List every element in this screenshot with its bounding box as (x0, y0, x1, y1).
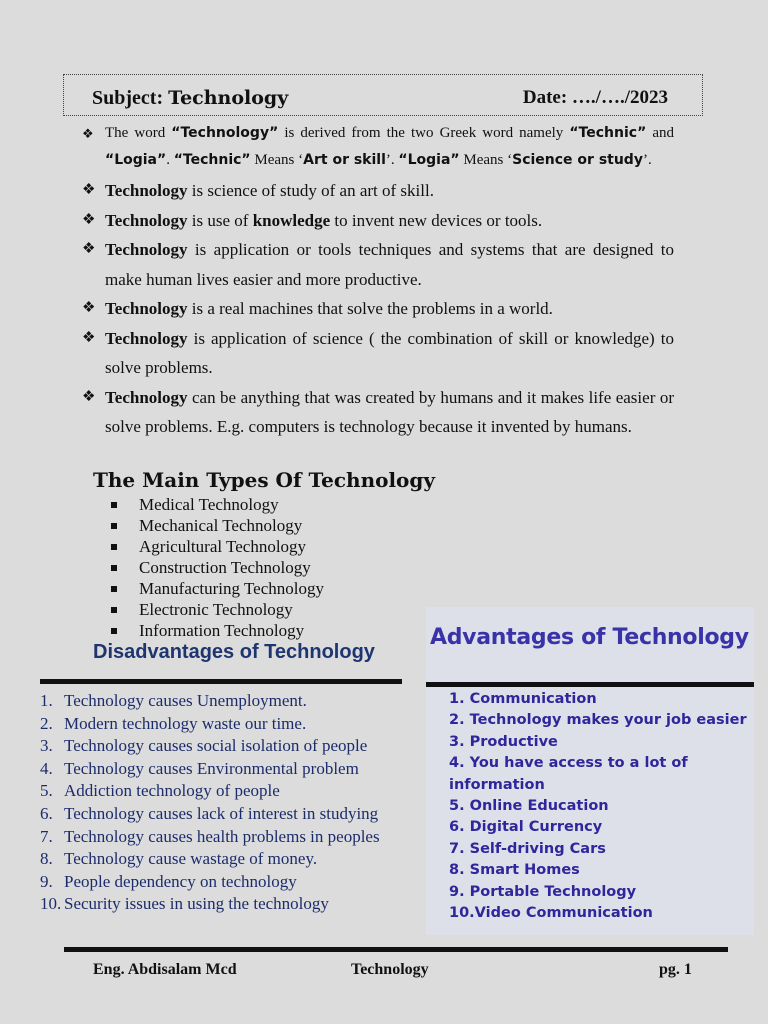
intro-keyword: “Logia” (398, 152, 460, 168)
item-number: 8. (40, 849, 53, 869)
item-text: Addiction technology of people (64, 781, 280, 801)
diamond-bullet-icon: ❖ (82, 300, 96, 316)
square-bullet-icon (111, 565, 117, 571)
item-text: Technology causes Environmental problem (64, 758, 359, 778)
square-bullet-icon (111, 586, 117, 592)
type-label: Agricultural Technology (139, 537, 307, 556)
list-item (40, 893, 380, 916)
item-text: Modern technology waste our time. (64, 713, 307, 733)
footer-author: Eng. Abdisalam Mcd (93, 961, 237, 978)
intro-text: Means ‘ (250, 152, 304, 168)
intro-keyword: “Technic” (569, 125, 647, 141)
list-item (109, 494, 324, 515)
divider (426, 682, 754, 687)
type-label: Electronic Technology (139, 600, 293, 619)
subject-label: Subject: (92, 87, 164, 109)
square-bullet-icon (111, 544, 117, 550)
intro-keyword: Science or study (512, 152, 643, 168)
diamond-bullet-icon: ❖ (82, 388, 96, 405)
list-item (109, 599, 324, 620)
bullet-text: can be anything that was created by humans and it makes life easier or solve problems. E.g. computers is technology because it invented by humans. (105, 387, 674, 436)
item-number: 2. (40, 713, 53, 733)
item-number: 9. (40, 871, 53, 891)
diamond-bullet-icon: ❖ (82, 126, 94, 141)
list-item (40, 826, 380, 849)
definition-bullet (82, 206, 674, 236)
item-number: 4. (40, 758, 53, 778)
type-label: Mechanical Technology (139, 516, 303, 535)
item-number: 7. (40, 826, 53, 846)
list-item (40, 848, 380, 871)
intro-keyword: “Logia” (105, 152, 167, 168)
type-label: Manufacturing Technology (139, 579, 324, 598)
diamond-bullet-icon: ❖ (82, 329, 96, 346)
square-bullet-icon (111, 523, 117, 529)
type-label: Information Technology (139, 621, 305, 640)
intro-text: and (646, 125, 674, 141)
item-text: Technology causes Unemployment. (64, 691, 307, 710)
item-text: Technology cause wastage of money. (64, 849, 318, 869)
list-item: 10.Video Communication (449, 905, 653, 922)
advantages-list (449, 689, 749, 924)
intro-text: The word (105, 125, 172, 141)
advantages-heading: Advantages of Technology (430, 625, 749, 650)
header-box (63, 74, 703, 116)
intro-keyword: Art or skill (303, 152, 386, 168)
divider (40, 679, 402, 684)
list-item (40, 780, 380, 803)
list-item: 5. Online Education (449, 798, 609, 815)
bullet-keyword: Technology (105, 181, 188, 200)
list-item: 7. Self-driving Cars (449, 840, 606, 857)
intro-bullet (82, 120, 674, 174)
item-number: 5. (40, 781, 53, 801)
intro-text: is derived from the two Greek word namely (278, 125, 570, 141)
disadvantages-list (40, 690, 380, 916)
square-bullet-icon (111, 607, 117, 613)
disadvantages-heading: Disadvantages of Technology (93, 641, 375, 663)
advantages-panel (426, 607, 754, 935)
subject-value: Technology (168, 87, 289, 109)
square-bullet-icon (111, 502, 117, 508)
definition-bullet (82, 235, 674, 294)
intro-text: ’. (642, 152, 652, 168)
list-item (40, 758, 380, 781)
bullet-text: is application or tools techniques and systems that are designed to make human lives easier and more productive. (105, 240, 674, 289)
diamond-bullet-icon: ❖ (82, 241, 96, 257)
bullet-keyword: Technology (105, 240, 188, 259)
square-bullet-icon (111, 628, 117, 634)
list-item (109, 557, 324, 578)
list-item: 8. Smart Homes (449, 862, 580, 879)
subject-line (92, 87, 288, 110)
list-item: 2. Technology makes your job easier (449, 712, 747, 729)
list-item (40, 713, 380, 736)
bullet-text: to invent new devices or tools. (330, 210, 543, 230)
footer-topic: Technology (351, 961, 429, 978)
item-number: 10. (40, 894, 62, 914)
list-item (40, 735, 380, 758)
list-item (40, 690, 380, 713)
intro-text: . (166, 152, 174, 168)
intro-text: ’. (385, 152, 399, 168)
bullet-text: is application of science ( the combination of skill or knowledge) to solve problems. (105, 328, 674, 377)
diamond-bullet-icon: ❖ (82, 182, 96, 198)
list-item: 9. Portable Technology (449, 883, 637, 900)
list-item (40, 803, 380, 826)
definition-bullet (82, 383, 674, 442)
page-number: pg. 1 (659, 961, 692, 978)
intro-text: Means ‘ (459, 152, 513, 168)
footer-divider (64, 947, 728, 952)
bullet-keyword: knowledge (252, 210, 331, 230)
item-text: Technology causes social isolation of people (64, 736, 368, 756)
item-number: 1. (40, 691, 53, 710)
list-item (109, 620, 324, 641)
types-heading: The Main Types Of Technology (93, 468, 435, 492)
intro-keyword: “Technic” (173, 152, 251, 168)
definition-bullet (82, 294, 674, 324)
list-item (109, 578, 324, 599)
list-item (109, 536, 324, 557)
bullet-keyword: Technology (105, 328, 188, 348)
intro-keyword: “Technology” (171, 125, 279, 141)
bullet-keyword: Technology (105, 387, 188, 407)
list-item: 1. Communication (449, 691, 597, 707)
bullet-text: is a real machines that solve the problems in a world. (187, 299, 553, 318)
bullet-text: is science of study of an art of skill. (187, 181, 434, 200)
list-item: 6. Digital Currency (449, 819, 603, 836)
item-text: Technology causes health problems in peoples (64, 826, 380, 846)
types-list (109, 494, 324, 641)
list-item (109, 515, 324, 536)
list-item (40, 871, 380, 894)
type-label: Construction Technology (139, 558, 311, 577)
list-item: 4. You have access to a lot of information (449, 755, 688, 793)
date-field: Date: …./…./2023 (522, 87, 668, 108)
item-number: 6. (40, 803, 53, 823)
definition-bullet (82, 176, 674, 206)
bullet-keyword: Technology (105, 210, 188, 230)
item-number: 3. (40, 736, 53, 756)
item-text: Technology causes lack of interest in studying (64, 803, 379, 823)
list-item: 3. Productive (449, 733, 558, 750)
diamond-bullet-icon: ❖ (82, 211, 96, 228)
definition-bullets (82, 120, 674, 442)
type-label: Medical Technology (139, 495, 279, 514)
bullet-keyword: Technology (105, 299, 188, 318)
item-text: People dependency on technology (64, 871, 297, 891)
bullet-text: is use of (187, 210, 253, 230)
definition-bullet (82, 324, 674, 383)
item-text: Security issues in using the technology (64, 894, 329, 914)
